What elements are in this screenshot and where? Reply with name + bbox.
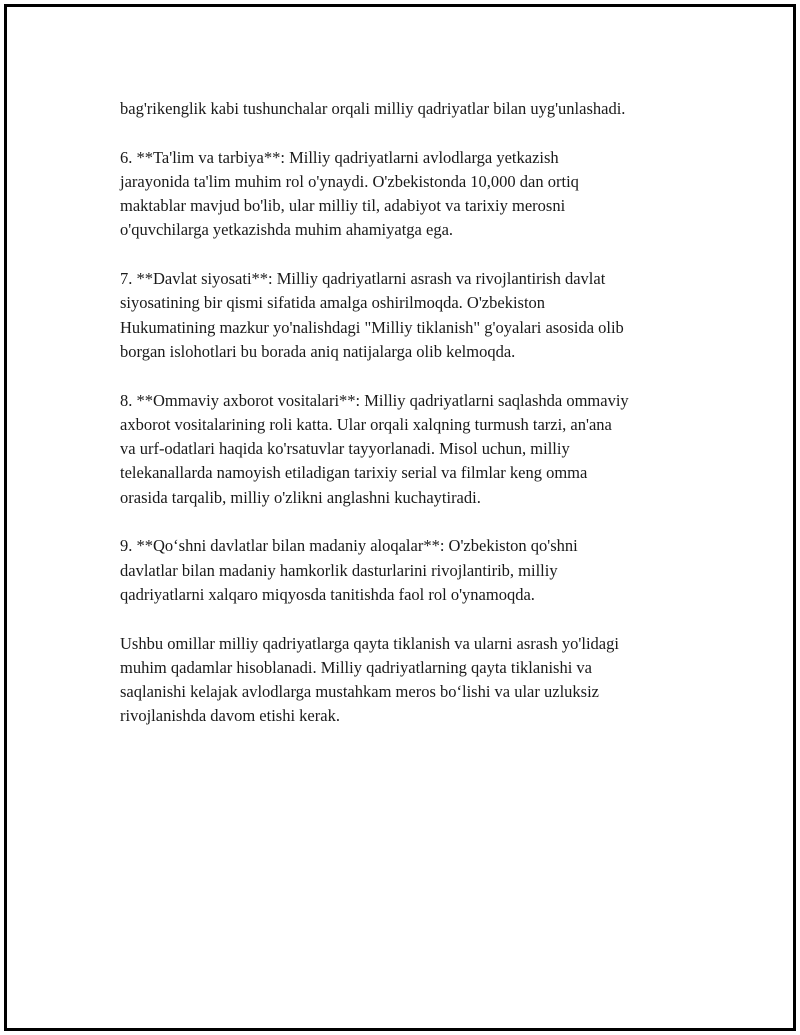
text-line: 8. **Ommaviy axborot vositalari**: Milliy qadriyatlarni saqlashda ommaviy [120,390,629,410]
text-line: Hukumatining mazkur yo'nalishdagi "Milliy tiklanish" g'oyalari asosida olib [120,317,624,337]
document-body [120,97,700,753]
text-line: bag'rikenglik kabi tushunchalar orqali milliy qadriyatlar bilan uyg'unlashadi. [120,99,626,118]
text-line: borgan islohotlari bu borada aniq natijalarga olib kelmoqda. [120,341,516,361]
text-line: saqlanishi kelajak avlodlarga mustahkam meros bo‘lishi va ular uzluksiz [120,682,599,702]
text-line: davlatlar bilan madaniy hamkorlik dasturlarini rivojlantirib, milliy [120,560,558,580]
text-line: Ushbu omillar milliy qadriyatlarga qayta tiklanish va ularni asrash yo'lidagi [120,633,619,653]
paragraph-state-policy [120,267,700,364]
text-line: 9. **Qo‘shni davlatlar bilan madaniy aloqalar**: O'zbekiston qo'shni [120,536,578,556]
text-line: telekanallarda namoyish etiladigan tarixiy serial va filmlar keng omma [120,463,588,483]
text-line: va urf-odatlari haqida ko'rsatuvlar tayyorlanadi. Misol uchun, milliy [120,439,570,459]
paragraph-continuation [120,97,700,121]
text-line: qadriyatlarni xalqaro miqyosda tanitishda faol rol o'ynamoqda. [120,584,535,604]
text-line: jarayonida ta'lim muhim rol o'ynaydi. O'zbekistonda 10,000 dan ortiq [120,171,579,191]
text-line: o'quvchilarga yetkazishda muhim ahamiyatga ega. [120,220,454,240]
text-line: orasida tarqalib, milliy o'zlikni anglashni kuchaytiradi. [120,487,481,507]
paragraph-conclusion [120,632,700,729]
text-line: muhim qadamlar hisoblanadi. Milliy qadriyatlarning qayta tiklanishi va [120,657,592,677]
text-line: axborot vositalarining roli katta. Ular orqali xalqning turmush tarzi, an'ana [120,414,612,434]
paragraph-education [120,146,700,243]
text-line: 7. **Davlat siyosati**: Milliy qadriyatlarni asrash va rivojlantirish davlat [120,269,606,289]
text-line: rivojlanishda davom etishi kerak. [120,706,340,726]
paragraph-neighbor-relations [120,534,700,607]
text-line: 6. **Ta'lim va tarbiya**: Milliy qadriyatlarni avlodlarga yetkazish [120,147,559,167]
text-line: maktablar mavjud bo'lib, ular milliy til, adabiyot va tarixiy merosni [120,196,566,216]
document-page [4,4,796,1031]
paragraph-mass-media [120,389,700,510]
text-line: siyosatining bir qismi sifatida amalga oshirilmoqda. O'zbekiston [120,293,546,313]
